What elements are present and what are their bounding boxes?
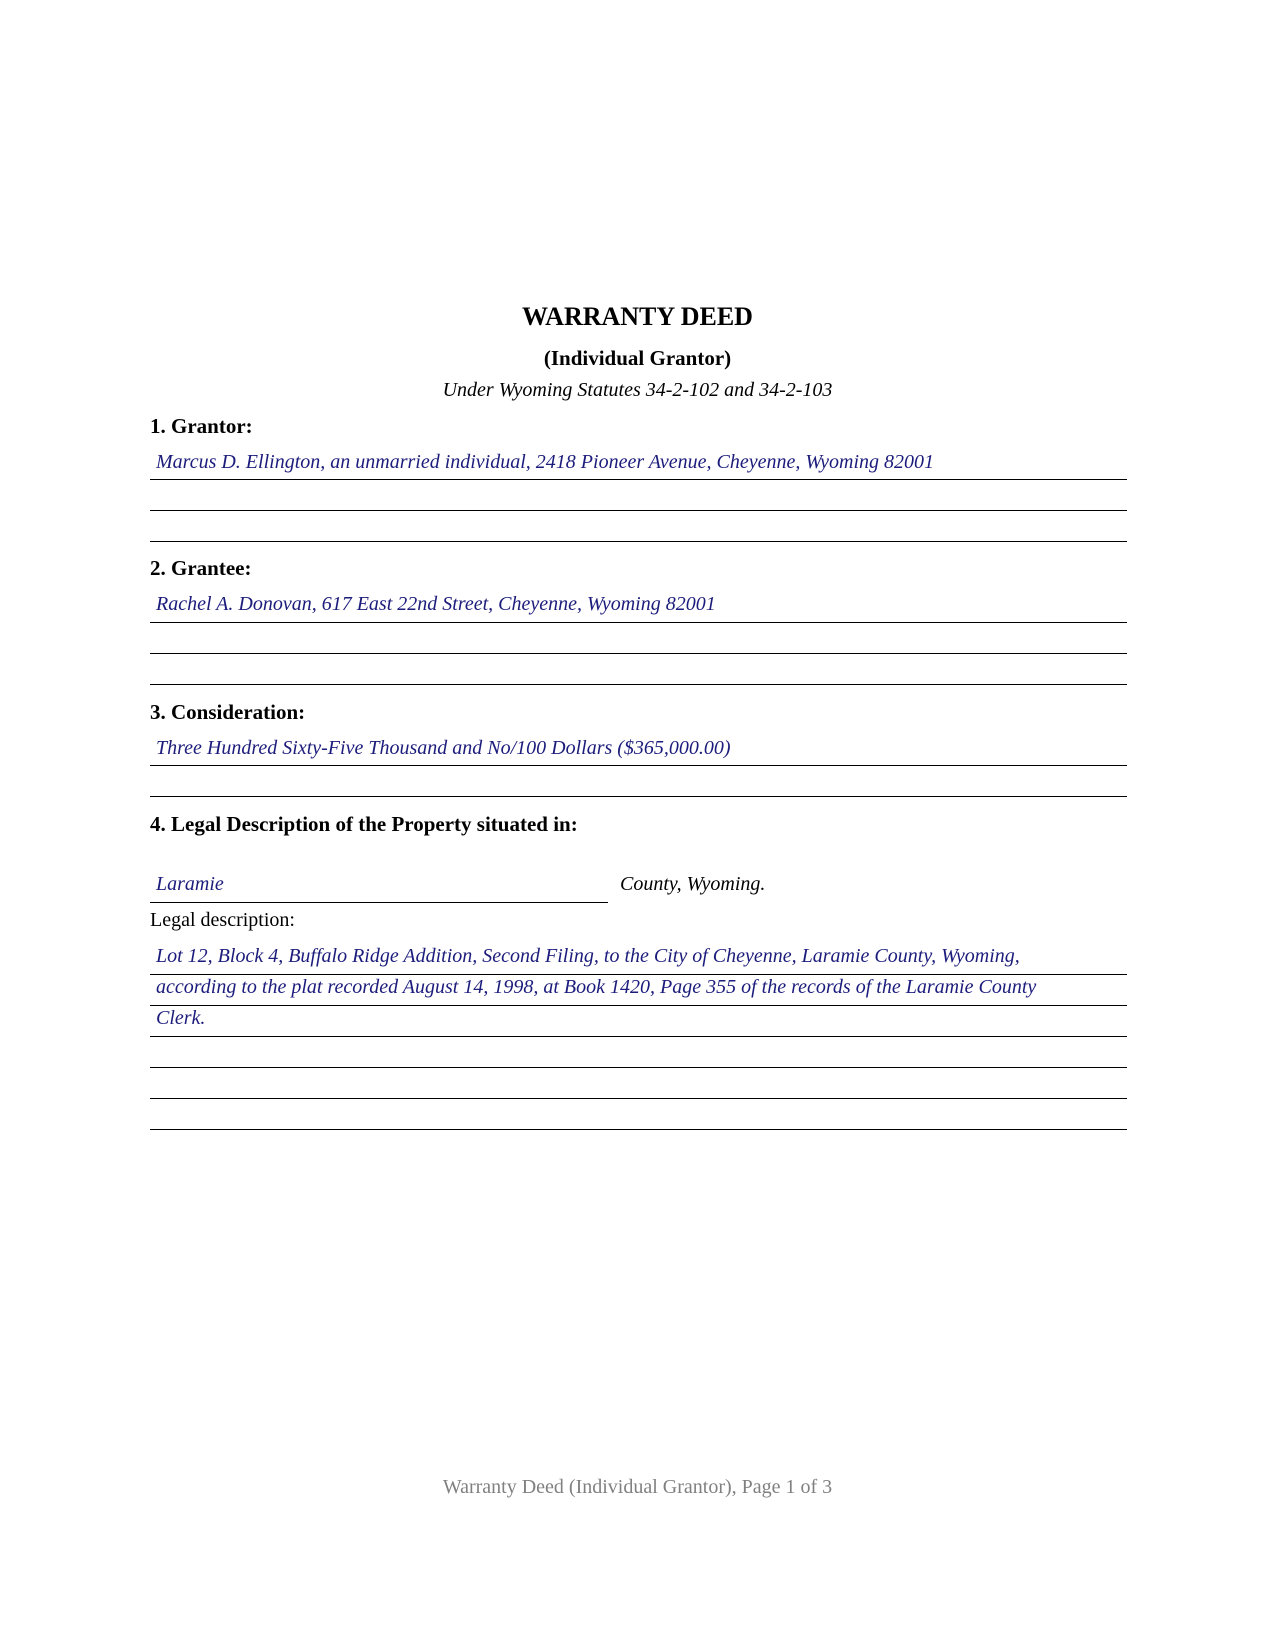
grantor-field[interactable]: Marcus D. Ellington, an unmarried individual, 2418 Pioneer Avenue, Cheyenne, Wyoming 82001	[156, 451, 935, 473]
grantee-heading: 2. Grantee:	[150, 556, 252, 580]
document-subtitle: (Individual Grantor)	[543, 346, 732, 370]
legal-line-5	[150, 1098, 1127, 1099]
legal-description-line-2[interactable]: according to the plat recorded August 14, 1998, at Book 1420, Page 355 of the records of the Laramie County	[156, 976, 1037, 998]
grantee-field[interactable]: Rachel A. Donovan, 617 East 22nd Street, Cheyenne, Wyoming 82001	[156, 593, 716, 615]
county-suffix: County, Wyoming.	[620, 873, 766, 895]
grantor-line-1	[150, 479, 1127, 480]
grantee-line-2	[150, 653, 1127, 654]
legal-line-1	[150, 974, 1127, 975]
consideration-field[interactable]: Three Hundred Sixty-Five Thousand and No/100 Dollars ($365,000.00)	[156, 737, 731, 759]
legal-description-label: Legal description:	[150, 909, 295, 931]
statute-reference: Under Wyoming Statutes 34-2-102 and 34-2-103	[442, 379, 833, 401]
legal-line-3	[150, 1036, 1127, 1037]
legal-line-6	[150, 1129, 1127, 1130]
legal-description-line-1[interactable]: Lot 12, Block 4, Buffalo Ridge Addition, Second Filing, to the City of Cheyenne, Laramie County, Wyoming,	[156, 945, 1020, 967]
grantee-line-3	[150, 684, 1127, 685]
county-field[interactable]: Laramie	[156, 873, 224, 895]
county-line	[150, 902, 608, 903]
legal-line-2	[150, 1005, 1127, 1006]
consideration-line-2	[150, 796, 1127, 797]
consideration-line-1	[150, 765, 1127, 766]
consideration-heading: 3. Consideration:	[150, 700, 306, 724]
grantor-line-2	[150, 510, 1127, 511]
legal-description-line-3[interactable]: Clerk.	[156, 1007, 206, 1029]
page-footer: Warranty Deed (Individual Grantor), Page 1 of 3	[442, 1476, 833, 1498]
grantor-line-3	[150, 541, 1127, 542]
grantor-heading: 1. Grantor:	[150, 414, 253, 438]
grantee-line-1	[150, 622, 1127, 623]
document-title: WARRANTY DEED	[522, 302, 753, 331]
legal-heading: 4. Legal Description of the Property situated in:	[150, 812, 578, 836]
legal-line-4	[150, 1067, 1127, 1068]
